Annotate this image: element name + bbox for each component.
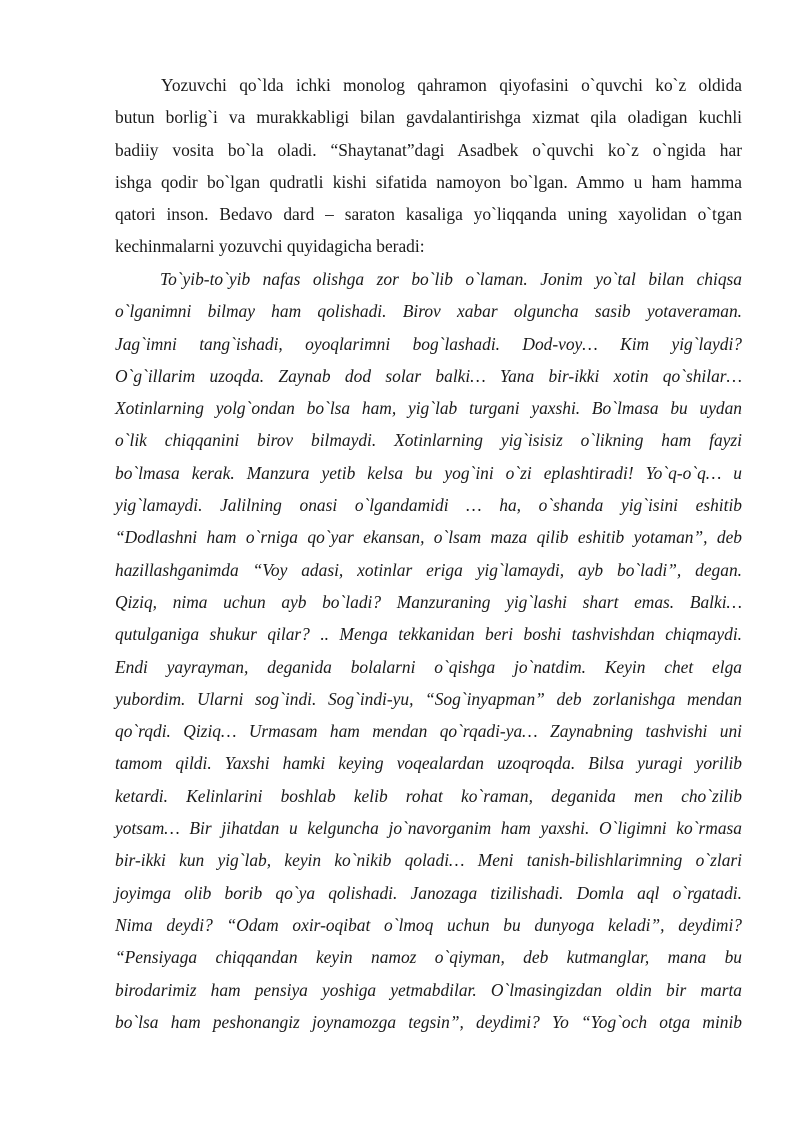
quote-line: tamom qildi. Yaxshi hamki keying voqealardan uzoqroqda. Bilsa yuragi yorilib — [115, 753, 742, 774]
quote-line: Qiziq, nima uchun ayb bo`ladi? Manzuraning yig`lashi shart emas. Balki… — [115, 591, 742, 612]
quote-line: hazillashganimda “Voy adasi, xotinlar eriga yig`lamaydi, ayb bo`ladi”, degan. — [115, 559, 742, 580]
quote-line: bir-ikki kun yig`lab, keyin ko`nikib qoladi… Meni tanish-bilishlarimning o`zlari — [115, 850, 742, 871]
quote-line: ketardi. Kelinlarini boshlab kelib rohat ko`raman, deganida men cho`zilib — [115, 785, 742, 806]
quote-line: Endi yayrayman, deganida bolalarni o`qishga jo`natdim. Keyin chet elga — [115, 656, 742, 677]
intro-line: Yozuvchi qo`lda ichki monolog qahramon qiyofasini o`quvchi ko`z oldida — [161, 75, 742, 95]
quote-line: “Pensiyaga chiqqandan keyin namoz o`qiyman, deb kutmanglar, mana bu — [115, 947, 742, 968]
quote-line: Jag`imni tang`ishadi, oyoqlarimni bog`lashadi. Dod-voy… Kim yig`laydi? — [115, 333, 742, 354]
quote-line: birodarimiz ham pensiya yoshiga yetmabdilar. O`lmasingizdan oldin bir marta — [115, 979, 742, 1000]
quote-line: joyimga olib borib qo`ya qolishadi. Janozaga tizilishadi. Domla aql o`rgatadi. — [115, 882, 742, 903]
quote-line: qutulganiga shukur qilar? .. Menga tekkanidan beri boshi tashvishdan chiqmaydi. — [115, 624, 742, 645]
quote-line: “Dodlashni ham o`rniga qo`yar ekansan, o`lsam maza qilib eshitib yotaman”, deb — [115, 527, 742, 548]
intro-line: badiiy vosita bo`la oladi. “Shaytanat”dagi Asadbek o`quvchi ko`z o`ngida har — [115, 139, 742, 160]
quote-line: bo`lmasa kerak. Manzura yetib kelsa bu yog`ini o`zi eplashtiradi! Yo`q-o`q… u — [115, 462, 742, 483]
quote-line: Xotinlarning yolg`ondan bo`lsa ham, yig`lab turgani yaxshi. Bo`lmasa bu uydan — [115, 398, 742, 419]
quote-line: yotsam… Bir jihatdan u kelguncha jo`navorganim ham yaxshi. O`ligimni ko`rmasa — [115, 818, 742, 839]
quote-line: O`g`illarim uzoqda. Zaynab dod solar balki… Yana bir-ikki xotin qo`shilar… — [115, 365, 742, 386]
quote-line: o`lganimni bilmay ham qolishadi. Birov xabar olguncha sasib yotaveraman. — [115, 301, 742, 322]
quote-line: o`lik chiqqanini birov bilmaydi. Xotinlarning yig`isisiz o`likning ham fayzi — [115, 430, 742, 451]
quote-paragraph — [115, 263, 742, 1038]
intro-line: butun borlig`i va murakkabligi bilan gavdalantirishga xizmat qila oladigan kuchli — [115, 107, 742, 128]
quote-line: To`yib-to`yib nafas olishga zor bo`lib o`laman. Jonim yo`tal bilan chiqsa — [160, 269, 742, 289]
intro-line: qatori inson. Bedavo dard – saraton kasaliga yo`liqqanda uning xayolidan o`tgan — [115, 204, 742, 225]
intro-paragraph — [115, 69, 742, 263]
quote-line: qo`rqdi. Qiziq… Urmasam ham mendan qo`rqadi-ya… Zaynabning tashvishi uni — [115, 721, 742, 742]
intro-line: kechinmalarni yozuvchi quyidagicha beradi: — [115, 236, 425, 257]
quote-line: yubordim. Ularni sog`indi. Sog`indi-yu, “Sog`inyapman” deb zorlanishga mendan — [115, 688, 742, 709]
quote-line: yig`lamaydi. Jalilning onasi o`lgandamidi … ha, o`shanda yig`isini eshitib — [115, 495, 742, 516]
quote-line: Nima deydi? “Odam oxir-oqibat o`lmoq uchun bu dunyoga keladi”, deydimi? — [115, 914, 742, 935]
quote-line: bo`lsa ham peshonangiz joynamozga tegsin”, deydimi? Yo “Yog`och otga minib — [115, 1011, 742, 1032]
intro-line: ishga qodir bo`lgan qudratli kishi sifatida namoyon bo`lgan. Ammo u ham hamma — [115, 171, 742, 192]
